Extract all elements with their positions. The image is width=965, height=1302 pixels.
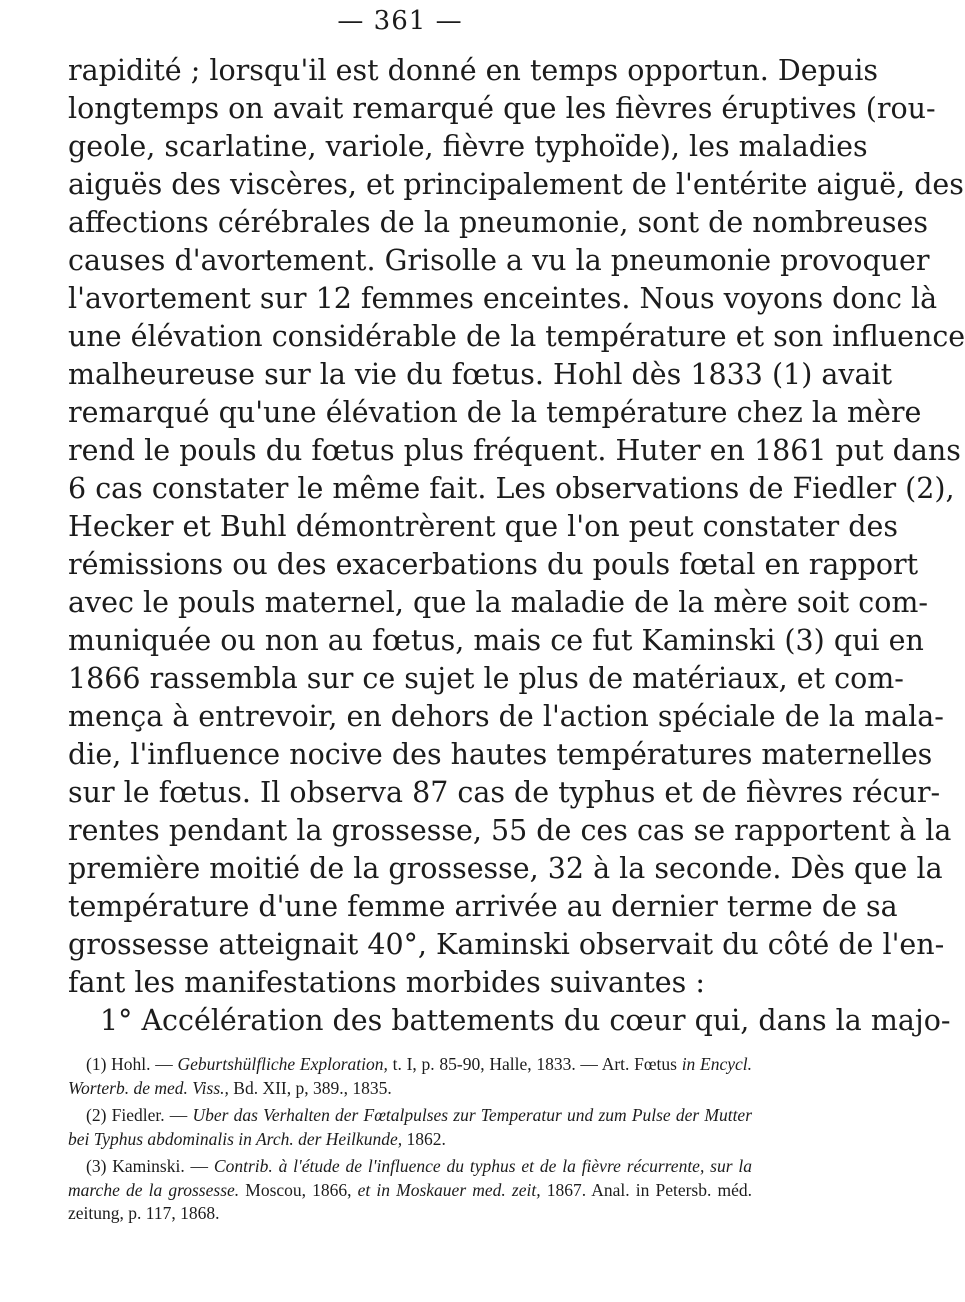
footnote-text: Hohl. —	[111, 1054, 178, 1074]
footnote-text: Bd. XII, p, 389., 1835.	[228, 1077, 392, 1098]
text-line: l'avortement sur 12 femmes enceintes. Nous voyons donc là	[68, 282, 938, 315]
footnote-title: Contrib. à l'étude de l'influence du typhus et de la fièvre récurrente, sur la marche de la grossesse.	[68, 1156, 753, 1200]
footnote-text: Fiedler. —	[111, 1105, 193, 1125]
text-line: rapidité ; lorsqu'il est donné en temps opportun. Depuis	[68, 54, 878, 87]
text-line: muniquée ou non au fœtus, mais ce fut Kaminski (3) qui en	[68, 624, 924, 657]
text-line: première moitié de la grossesse, 32 à la seconde. Dès que la	[68, 852, 943, 885]
text-line: aiguës des viscères, et principalement de l'entérite aiguë, des	[68, 168, 964, 201]
footnote-number: (3)	[86, 1156, 107, 1176]
text-line: causes d'avortement. Grisolle a vu la pneumonie provoquer	[68, 244, 930, 277]
footnote-number: (2)	[86, 1105, 107, 1125]
text-line: sur le fœtus. Il observa 87 cas de typhus et de fièvres récur-	[68, 776, 941, 809]
footnote-text: Moscou, 1866,	[239, 1179, 358, 1200]
page-number: — 361 —	[337, 6, 463, 36]
text-line: Hecker et Buhl démontrèrent que l'on peut constater des	[68, 510, 898, 543]
footnote-text: t. I, p. 85-90, Halle, 1833. — Art. Fœtus	[387, 1054, 682, 1074]
text-line: rentes pendant la grossesse, 55 de ces cas se rapportent à la	[68, 814, 952, 847]
text-line: température d'une femme arrivée au dernier terme de sa	[68, 890, 898, 923]
text-line: geole, scarlatine, variole, fièvre typhoïde), les maladies	[68, 130, 868, 163]
text-line: une élévation considérable de la température et son influence	[68, 320, 965, 353]
text-line: rémissions ou des exacerbations du pouls fœtal en rapport	[68, 548, 919, 581]
footnote-title: Geburtshülfliche Exploration,	[177, 1054, 388, 1074]
footnote-text: 1867. Anal. in Petersb. méd. zeitung, p. 117, 1868.	[68, 1179, 752, 1223]
text-line: 1866 rassembla sur ce sujet le plus de matériaux, et com-	[68, 662, 904, 695]
footnote-text: 1862.	[402, 1128, 446, 1149]
text-line: fant les manifestations morbides suivantes :	[68, 966, 705, 999]
footnote-title: in Encycl. Worterb. de med. Viss.,	[68, 1054, 753, 1098]
text-line: mença à entrevoir, en dehors de l'action spéciale de la mala-	[68, 700, 944, 733]
body-text	[68, 52, 965, 1040]
footnote-1	[68, 1053, 752, 1100]
text-line: 6 cas constater le même fait. Les observations de Fiedler (2),	[68, 472, 955, 505]
text-line: longtemps on avait remarqué que les fièvres éruptives (rou-	[68, 92, 936, 125]
footnote-title: et in Moskauer med. zeit,	[357, 1179, 541, 1200]
text-line: avec le pouls maternel, que la maladie de la mère soit com-	[68, 586, 929, 619]
text-line: grossesse atteignait 40°, Kaminski observait du côté de l'en-	[68, 928, 945, 961]
footnote-2	[68, 1104, 752, 1151]
footnote-number: (1)	[86, 1054, 107, 1074]
footnote-title: Uber das Verhalten der Fœtalpulses zur Temperatur und zum Pulse der Mutter bei Typhus abdominalis in Arch. der Heilkunde,	[68, 1105, 753, 1149]
text-line: malheureuse sur la vie du fœtus. Hohl dès 1833 (1) avait	[68, 358, 893, 391]
footnote-3	[68, 1155, 752, 1226]
text-line: affections cérébrales de la pneumonie, sont de nombreuses	[68, 206, 929, 239]
footnotes	[68, 1053, 752, 1230]
text-line: 1° Accélération des battements du cœur qui, dans la majo-	[100, 1004, 951, 1037]
text-line: die, l'influence nocive des hautes températures maternelles	[68, 738, 933, 771]
text-line: rend le pouls du fœtus plus fréquent. Huter en 1861 put dans	[68, 434, 961, 467]
text-line: remarqué qu'une élévation de la température chez la mère	[68, 396, 922, 429]
footnote-text: Kaminski. —	[112, 1156, 214, 1176]
